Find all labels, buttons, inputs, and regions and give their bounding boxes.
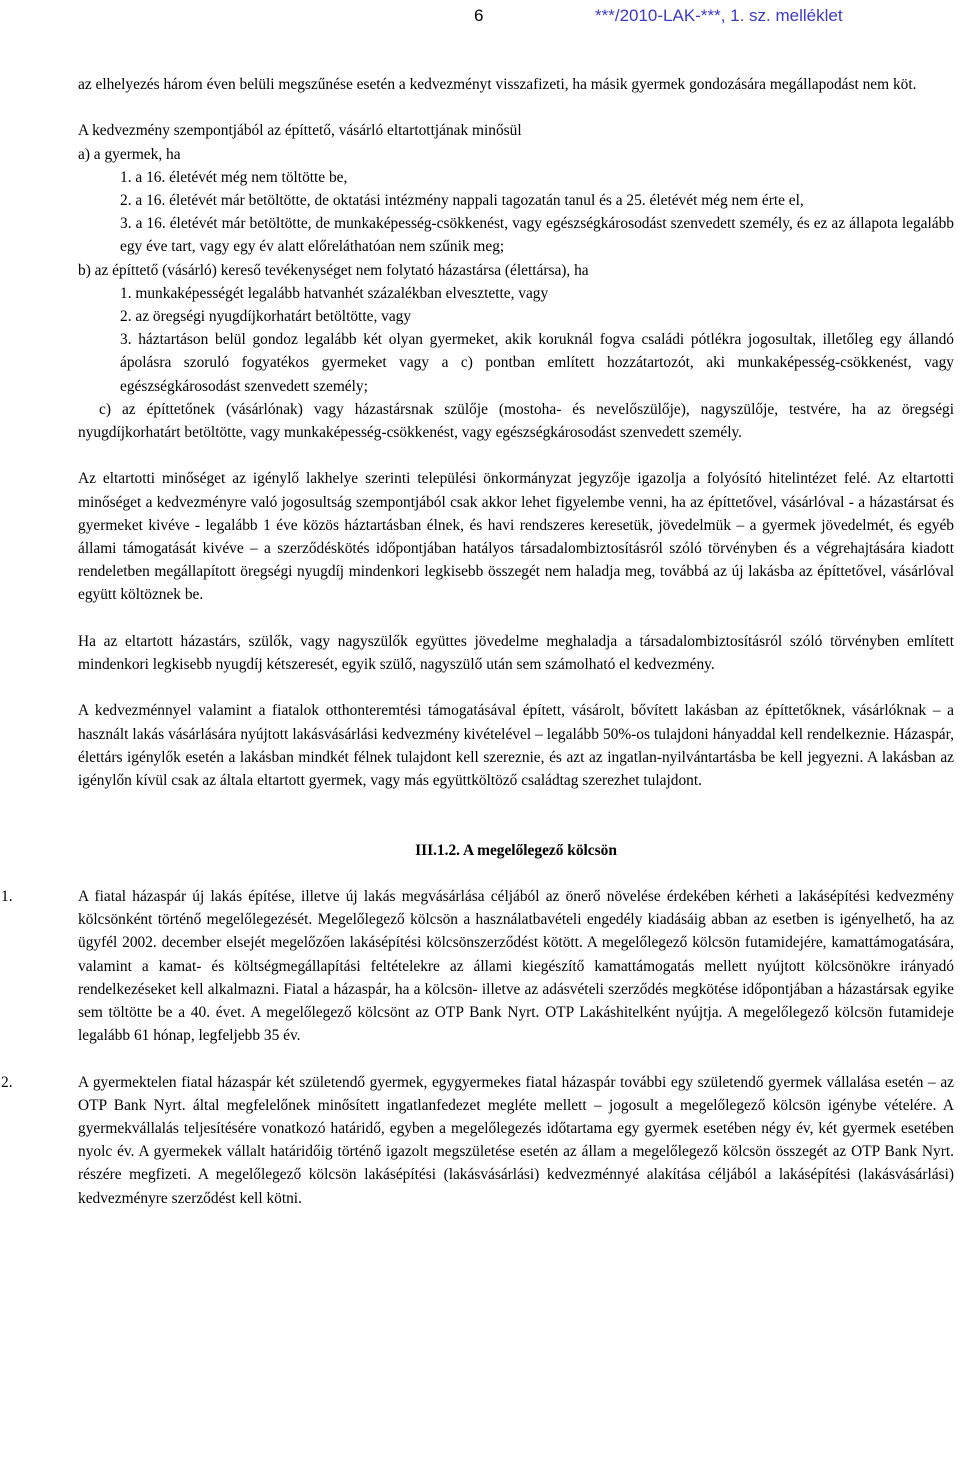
numbered-item-2	[1, 1071, 954, 1210]
numbered-item-1	[1, 885, 954, 1047]
point-b-3: 3. háztartáson belül gondoz legalább két olyan gyermeket, akik koruknál fogva családi pótlékra jogosultak, illetőleg egy állandó ápolásra szoruló fogyatékos gyermeket vagy a c) pontban említett hozzátartozót, aki munkaképesség-csökkenést, vagy egészségkárosodást szenvedett személy;	[120, 331, 954, 395]
item-number: 2.	[1, 1073, 13, 1091]
point-a-label: a) a gyermek, ha	[78, 145, 181, 163]
point-a-3: 3. a 16. életévét már betöltötte, de munkaképesség-csökkenést, vagy egészségkárosodást szenvedett személy, és ez az állapota legalább egy éve tart, vagy egy év alatt előreláthatóan nem szűnik meg;	[120, 215, 954, 256]
paragraph-continuation: az elhelyezés három éven belüli megszűnése esetén a kedvezményt visszafizeti, ha másik gyermek gondozására megállapodást nem köt.	[78, 76, 917, 93]
section-heading: III.1.2. A megelőlegező kölcsön	[415, 841, 617, 859]
point-c: c) az építtetőnek (vásárlónak) vagy házastársnak szülője (mostoha- és nevelőszülője), nagyszülője, testvére, ha az öregségi nyugdíjkorhatárt betöltötte, vagy munkaképesség-csökkenést, vagy egészségkárosodást szenvedett személy.	[78, 400, 954, 442]
dependents-intro: A kedvezmény szempontjából az építtető, vásárló eltartottjának minősül	[78, 122, 522, 140]
paragraph-income-limit: Ha az eltartott házastárs, szülők, vagy nagyszülők együttes jövedelme meghaladja a társadalombiztosításról szóló törvényben említett mindenkori legkisebb nyugdíj kétszeresét, egyik szülő, nagyszülő után sem számolható el kedvezmény.	[78, 632, 954, 674]
point-a-1: 1. a 16. életévét még nem töltötte be,	[120, 168, 348, 186]
paragraph-ownership: A kedvezménnyel valamint a fiatalok otthonteremtési támogatásával épített, vásárolt, bővített lakásban az építtetőknek, vásárlóknak – a használt lakás vásárlására nyújtott lakásvásárlási kedvezmény kivételével – legalább 50%-os tulajdoni hányaddal kell rendelkeznie. Házaspár, élettárs igénylők esetén a lakásban mindkét félnek tulajdont kell szereznie, és azt az ingatlan-nyilvántartásba be kell jegyezni. A lakásban az igénylőn kívül csak az általa eltartott gyermek, vagy más együttköltöző családtag szerezhet tulajdont.	[78, 702, 954, 790]
point-b-1: 1. munkaképességét legalább hatvanhét százalékban elvesztette, vagy	[120, 284, 549, 302]
paragraph-dependent-status: Az eltartotti minőséget az igénylő lakhelye szerinti települési önkormányzat jegyzője igazolja a folyósító hitelintézet felé. Az eltartotti minőséget a kedvezményre való jogosultság szempontjából csak akkor lehet figyelembe venni, ha az építtetővel, vásárlóval - a házastársat és gyermeket kivéve - legalább 1 éve közös háztartásban élnek, és havi rendszeres keresetük, jövedelmük – a gyermek jövedelmét, és egyéb állami támogatását kivéve – a szerződéskötés időpontjában hatályos társadalombiztosításról szóló törvényben és a végrehajtására kiadott rendeletben megállapított öregségi nyugdíj mindenkori legkisebb összegét nem haladja meg, továbbá az új lakásba az építtetővel, vásárlóval együtt költöznek be.	[78, 470, 954, 604]
document-reference: ***/2010-LAK-***, 1. sz. melléklet	[595, 6, 843, 25]
item-text: A fiatal házaspár új lakás építése, illetve új lakás megvásárlása céljából az önerő növelése érdekében kérheti a lakásépítési kedvezmény kölcsönként történő megelőlegezését. Megelőlegező kölcsön a használatbavételi engedély kiadásáig abban az esetben is igényelhető, ha az ügyfél 2002. december elsejét megelőzően lakásépítési kölcsönszerződést kötött. A megelőlegező kölcsön futamidejére, kamattámogatására, valamint a kamat- és költségmegállapítási feltételekre az állami kiegészítő kamattámogatás mellett nyújtott kölcsönökre irányadó rendelkezéseket kell alkalmazni. Fiatal a házaspár, ha a kölcsön- illetve az adásvételi szerződés megkötése időpontjában a házastársak egyike sem töltötte be a 40. évet. A megelőlegező kölcsönt az OTP Bank Nyrt. OTP Lakáshitelként nyújtja. A megelőlegező kölcsön futamideje legalább 61 hónap, legfeljebb 35 év.	[78, 888, 954, 1045]
item-number: 1.	[1, 888, 13, 905]
point-a-2: 2. a 16. életévét már betöltötte, de oktatási intézmény nappali tagozatán tanul és a 25. életévét még nem érte el,	[120, 192, 804, 209]
document-body	[1, 73, 954, 1210]
point-b-label: b) az építtető (vásárló) kereső tevékenységet nem folytató házastársa (élettársa), ha	[78, 261, 589, 279]
page-number: 6	[474, 6, 484, 25]
point-b-2: 2. az öregségi nyugdíjkorhatárt betöltötte, vagy	[120, 308, 412, 326]
item-text: A gyermektelen fiatal házaspár két születendő gyermek, egygyermekes fiatal házaspár további egy születendő gyermek vállalása esetén – az OTP Bank Nyrt. által megfelelőnek minősített ingatlanfedezet megléte mellett – jogosult a megelőlegező kölcsön igénybe vételére. A gyermekvállalás teljesítésére vonatkozó határidő, egyben a megelőlegezés időtartama egy gyermek esetében négy év, két gyermek esetében nyolc év. A gyermekek vállalt határidőig történő igazolt megszületése esetén az állam a megelőlegező kölcsön összegét az OTP Bank Nyrt. részére megfizeti. A megelőlegező kölcsön lakásépítési (lakásvásárlási) kedvezménnyé alakítása céljából a lakásépítési (lakásvásárlási) kedvezményre szerződést kell kötni.	[78, 1073, 954, 1207]
